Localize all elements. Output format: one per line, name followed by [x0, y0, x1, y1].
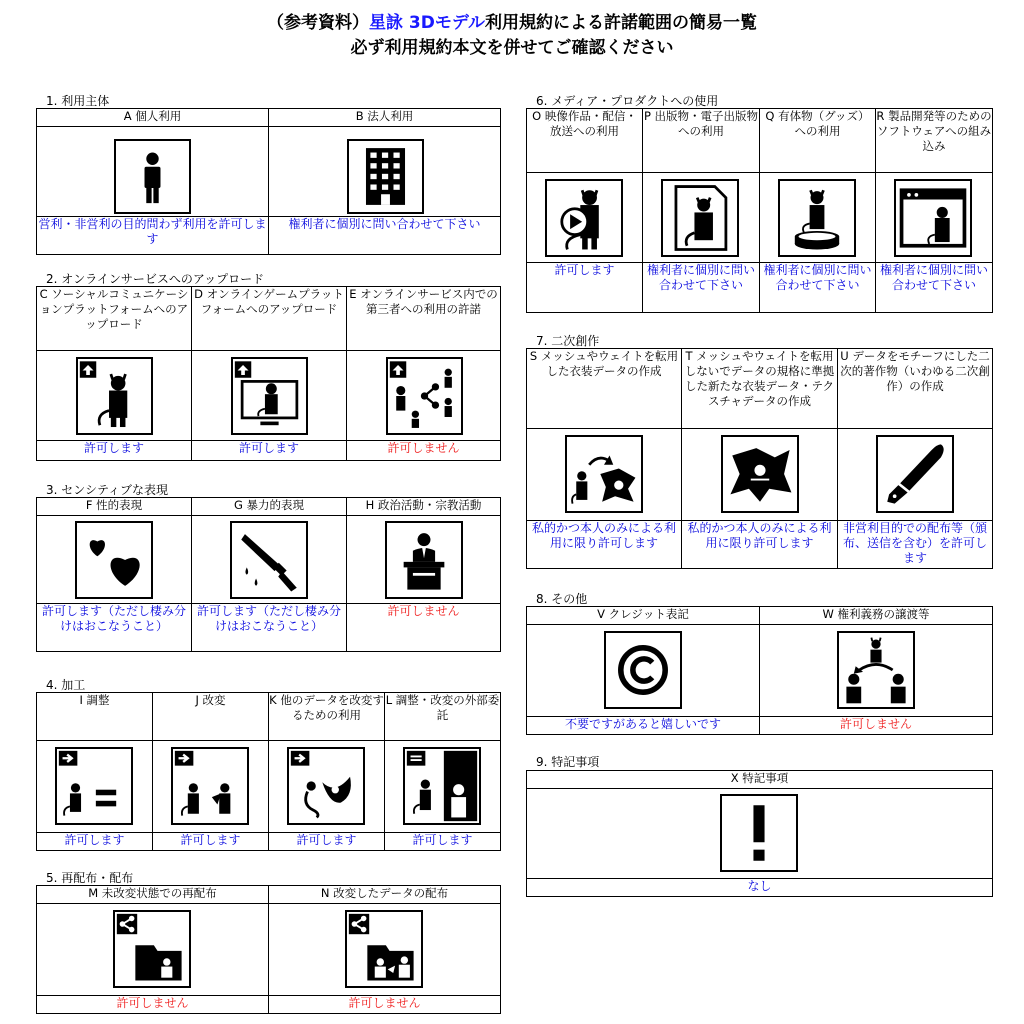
icon-cell-c	[37, 351, 192, 441]
building-icon	[347, 139, 424, 214]
pen-icon	[876, 435, 954, 513]
label-k: K 他のデータを改変するための利用	[269, 693, 385, 741]
icon-cell-v	[527, 625, 760, 717]
label-f: F 性的表現	[37, 498, 192, 516]
icon-cell-s	[527, 429, 682, 521]
icon-cell-l	[385, 741, 501, 833]
costume-icon	[721, 435, 799, 513]
result-g: 許可します（ただし棲み分けはおこなうこと）	[192, 604, 347, 652]
result-s: 私的かつ本人のみによる利用に限り許可します	[527, 521, 682, 569]
result-j: 許可します	[153, 833, 269, 851]
section-title-2: 2. オンラインサービスへのアップロード	[46, 272, 265, 286]
result-e: 許可しません	[347, 441, 501, 461]
icon-cell-n	[269, 904, 501, 996]
icon-cell-q	[760, 173, 876, 263]
section-8-table	[526, 606, 993, 735]
icon-cell-g	[192, 516, 347, 604]
icon-cell-t	[682, 429, 838, 521]
label-l: L 調整・改変の外部委託	[385, 693, 501, 741]
section-title-9: 9. 特記事項	[536, 755, 600, 769]
title-prefix: （参考資料）	[266, 13, 369, 33]
label-p: P 出版物・電子出版物への利用	[643, 109, 760, 173]
icon-cell-b	[269, 127, 501, 217]
result-d: 許可します	[192, 441, 347, 461]
section-7-table	[526, 348, 993, 569]
knife-icon	[230, 521, 308, 599]
transfer-icon	[837, 631, 915, 709]
exclamation-icon	[720, 794, 798, 872]
section-title-7: 7. 二次創作	[536, 334, 600, 348]
section-title-3: 3. センシティブな表現	[46, 483, 169, 497]
result-p: 権利者に個別に問い合わせて下さい	[643, 263, 760, 313]
reuse-data-icon	[287, 747, 365, 825]
result-v: 不要ですがあると嬉しいです	[527, 717, 760, 735]
label-w: W 権利義務の譲渡等	[760, 607, 993, 625]
costume-transfer-icon	[565, 435, 643, 513]
icon-cell-d	[192, 351, 347, 441]
publication-icon	[661, 179, 739, 257]
share-users-icon	[386, 357, 463, 435]
title-suffix: 利用規約による許諾範囲の簡易一覧	[485, 13, 757, 33]
label-v: V クレジット表記	[527, 607, 760, 625]
icon-cell-m	[37, 904, 269, 996]
page-subtitle: 必ず利用規約本文を併せてご確認ください	[350, 38, 674, 58]
result-r: 権利者に個別に問い合わせて下さい	[876, 263, 993, 313]
label-d: D オンラインゲームプラットフォームへのアップロード	[192, 287, 347, 351]
label-q: Q 有体物（グッズ）への利用	[760, 109, 876, 173]
label-h: H 政治活動・宗教活動	[347, 498, 501, 516]
result-w: 許可しません	[760, 717, 993, 735]
icon-cell-f	[37, 516, 192, 604]
brand-name: 星詠 3Dモデル	[368, 13, 485, 33]
video-icon	[545, 179, 623, 257]
label-r: R 製品開発等のためのソフトウェアへの組み込み	[876, 109, 993, 173]
hearts-icon	[75, 521, 153, 599]
redistribute-icon	[113, 910, 191, 988]
icon-cell-p	[643, 173, 760, 263]
result-f: 許可します（ただし棲み分けはおこなうこと）	[37, 604, 192, 652]
icon-cell-i	[37, 741, 153, 833]
icon-cell-w	[760, 625, 993, 717]
person-icon	[114, 139, 191, 214]
section-title-5: 5. 再配布・配布	[46, 871, 134, 885]
section-title-4: 4. 加工	[46, 678, 86, 692]
result-m: 許可しません	[37, 996, 269, 1014]
result-l: 許可します	[385, 833, 501, 851]
icon-cell-a	[37, 127, 269, 217]
icon-cell-e	[347, 351, 501, 441]
label-x: X 特記事項	[527, 771, 993, 789]
section-2-table	[36, 286, 501, 461]
copyright-icon	[604, 631, 682, 709]
result-x: なし	[527, 879, 993, 897]
result-q: 権利者に個別に問い合わせて下さい	[760, 263, 876, 313]
label-e: E オンラインサービス内での第三者への利用の許諾	[347, 287, 501, 351]
label-c: C ソーシャルコミュニケーションプラットフォームへのアップロード	[37, 287, 192, 351]
icon-cell-u	[838, 429, 993, 521]
section-6-table	[526, 108, 993, 313]
figure-icon	[778, 179, 856, 257]
outsource-icon	[403, 747, 481, 825]
result-i: 許可します	[37, 833, 153, 851]
label-b: B 法人利用	[269, 109, 501, 127]
icon-cell-k	[269, 741, 385, 833]
label-s: S メッシュやウェイトを転用した衣装データの作成	[527, 349, 682, 429]
section-5-table	[36, 885, 501, 1014]
result-c: 許可します	[37, 441, 192, 461]
section-1-table	[36, 108, 501, 255]
section-title-6: 6. メディア・プロダクトへの使用	[536, 94, 719, 108]
section-4-table	[36, 692, 501, 851]
podium-icon	[385, 521, 463, 599]
label-j: J 改変	[153, 693, 269, 741]
section-title-8: 8. その他	[536, 592, 588, 606]
upload-avatar-icon	[76, 357, 153, 435]
result-t: 私的かつ本人のみによる利用に限り許可します	[682, 521, 838, 569]
result-n: 許可しません	[269, 996, 501, 1014]
label-t: T メッシュやウェイトを転用しないでデータの規格に準拠した新たな衣装データ・テクスチャデータの作成	[682, 349, 838, 429]
page-title	[0, 8, 1024, 33]
adjust-icon	[55, 747, 133, 825]
result-o: 許可します	[527, 263, 643, 313]
result-b: 権利者に個別に問い合わせて下さい	[269, 217, 501, 255]
label-g: G 暴力的表現	[192, 498, 347, 516]
section-title-1: 1. 利用主体	[46, 94, 110, 108]
result-u: 非営利目的での配布等（頒布、送信を含む）を許可します	[838, 521, 993, 569]
result-k: 許可します	[269, 833, 385, 851]
icon-cell-r	[876, 173, 993, 263]
label-i: I 調整	[37, 693, 153, 741]
label-u: U データをモチーフにした二次的著作物（いわゆる二次創作）の作成	[838, 349, 993, 429]
label-n: N 改変したデータの配布	[269, 886, 501, 904]
upload-monitor-icon	[231, 357, 308, 435]
result-h: 許可しません	[347, 604, 501, 652]
icon-cell-h	[347, 516, 501, 604]
software-icon	[894, 179, 972, 257]
section-9-table	[526, 770, 993, 897]
label-m: M 未改変状態での再配布	[37, 886, 269, 904]
section-3-table	[36, 497, 501, 652]
modify-icon	[171, 747, 249, 825]
distribute-modified-icon	[345, 910, 423, 988]
label-o: O 映像作品・配信・放送への利用	[527, 109, 643, 173]
icon-cell-j	[153, 741, 269, 833]
icon-cell-o	[527, 173, 643, 263]
result-a: 営利・非営利の目的問わず利用を許可します	[37, 217, 269, 255]
icon-cell-x	[527, 789, 993, 879]
label-a: A 個人利用	[37, 109, 269, 127]
